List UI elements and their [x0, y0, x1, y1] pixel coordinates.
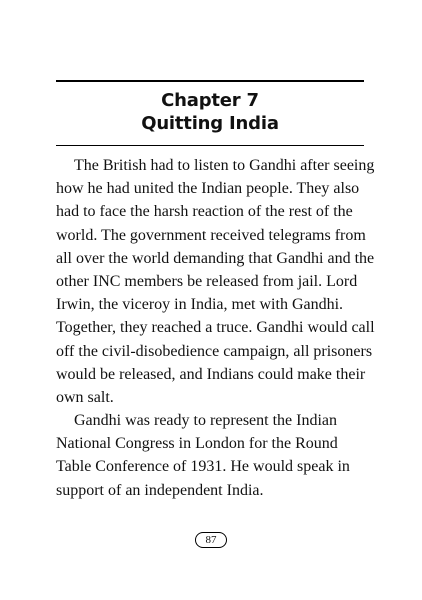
text-line: Together, they reached a truce. Gandhi would call	[56, 319, 375, 337]
text-line: other INC members be released from jail. Lord	[56, 272, 358, 290]
heading-rule	[56, 145, 364, 146]
text-line: Gandhi was ready to represent the Indian	[74, 412, 338, 430]
text-line: own salt.	[56, 388, 114, 406]
text-line: would be released, and Indians could make their	[56, 365, 366, 383]
top-rule	[56, 80, 364, 82]
text-line: support of an independent India.	[56, 481, 264, 499]
text-line: The British had to listen to Gandhi after seeing	[74, 157, 375, 174]
chapter-heading	[56, 89, 364, 135]
text-line: Table Conference of 1931. He would speak in	[56, 458, 350, 476]
text-line: had to face the harsh reaction of the rest of the	[56, 203, 353, 221]
text-line: how he had united the Indian people. They also	[56, 180, 360, 198]
page-number: 87	[195, 532, 227, 548]
chapter-title: Quitting India	[141, 113, 279, 134]
text-line: off the civil-disobedience campaign, all prisoners	[56, 342, 373, 360]
chapter-number: Chapter 7	[161, 90, 259, 111]
body-text	[56, 154, 375, 502]
text-line: National Congress in London for the Round	[56, 435, 338, 453]
text-line: world. The government received telegrams from	[56, 226, 366, 244]
text-line: all over the world demanding that Gandhi and the	[56, 249, 375, 267]
text-line: Irwin, the viceroy in India, met with Gandhi.	[56, 296, 344, 314]
paragraph-2	[56, 409, 366, 502]
paragraph-1	[56, 154, 375, 409]
